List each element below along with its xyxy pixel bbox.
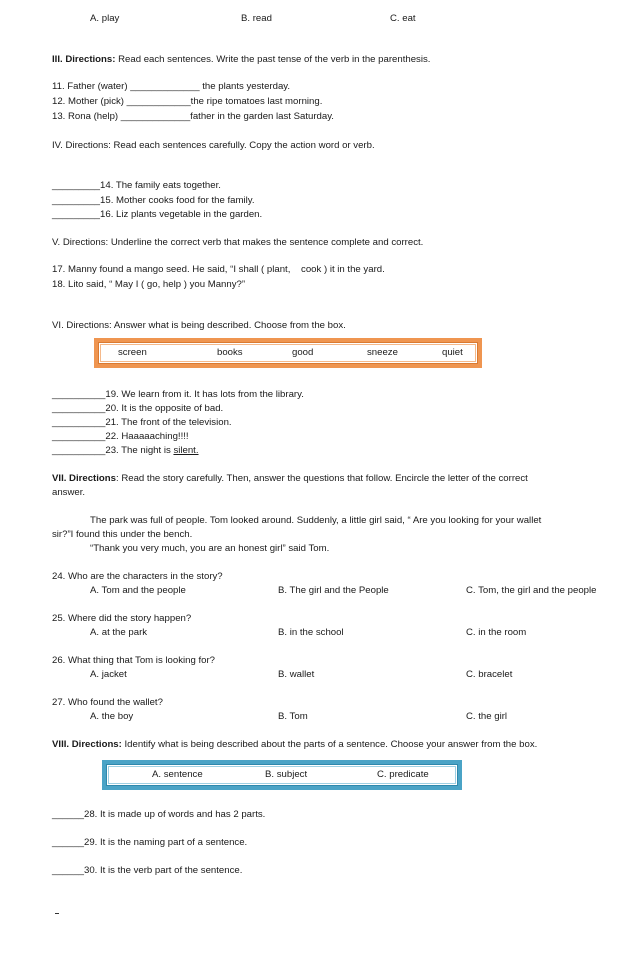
section-5-directions: V. Directions: Underline the correct verb that makes the sentence complete and correct. xyxy=(52,237,424,248)
story-line-2: sir?”I found this under the bench. xyxy=(52,529,193,540)
story-line-1: The park was full of people. Tom looked around. Suddenly, a little girl said, “ Are you looking for your wallet xyxy=(90,515,542,526)
item-20: __________20. It is the opposite of bad. xyxy=(52,403,224,414)
q26-choice-b: B. wallet xyxy=(278,669,315,680)
item-14: _________14. The family eats together. xyxy=(52,180,221,191)
q24-choice-b: B. The girl and the People xyxy=(278,585,389,596)
section-4-directions: IV. Directions: Read each sentences carefully. Copy the action word or verb. xyxy=(52,140,375,151)
top-option-a: A. play xyxy=(90,13,120,24)
box-word-good: good xyxy=(292,347,314,358)
item-28: ______28. It is made up of words and has 2 parts. xyxy=(52,809,266,820)
section-3-text: Read each sentences. Write the past tense of the verb in the parenthesis. xyxy=(115,54,431,65)
item-23-underlined: silent. xyxy=(173,445,199,456)
word-box-vi xyxy=(94,338,482,368)
box-choice-subject: B. subject xyxy=(265,769,308,780)
question-24: 24. Who are the characters in the story? xyxy=(52,571,223,582)
box-choice-predicate: C. predicate xyxy=(377,769,429,780)
question-25: 25. Where did the story happen? xyxy=(52,613,192,624)
item-15: _________15. Mother cooks food for the family. xyxy=(52,195,255,206)
item-13: 13. Rona (help) _____________father in the garden last Saturday. xyxy=(52,111,334,122)
item-30: ______30. It is the verb part of the sentence. xyxy=(52,865,243,876)
box-word-sneeze: sneeze xyxy=(367,347,398,358)
box-choice-sentence: A. sentence xyxy=(152,769,203,780)
q27-choice-a: A. the boy xyxy=(90,711,134,722)
item-11: 11. Father (water) _____________ the plants yesterday. xyxy=(52,81,291,92)
q25-choice-a: A. at the park xyxy=(90,627,148,638)
box-word-books: books xyxy=(217,347,243,358)
box-word-screen: screen xyxy=(118,347,147,358)
section-3-directions xyxy=(52,54,430,65)
q27-choice-b: B. Tom xyxy=(278,711,308,722)
item-22: __________22. Haaaaaching!!!! xyxy=(52,431,189,442)
q26-choice-a: A. jacket xyxy=(90,669,127,680)
q24-choice-a: A. Tom and the people xyxy=(90,585,186,596)
q26-choice-c: C. bracelet xyxy=(466,669,513,680)
top-option-b: B. read xyxy=(241,13,272,24)
top-option-c: C. eat xyxy=(390,13,416,24)
q25-choice-c: C. in the room xyxy=(466,627,527,638)
item-16: _________16. Liz plants vegetable in the garden. xyxy=(52,209,263,220)
item-18: 18. Lito said, “ May I ( go, help ) you Manny?” xyxy=(52,279,246,290)
box-word-quiet: quiet xyxy=(442,347,463,358)
q27-choice-c: C. the girl xyxy=(466,711,508,722)
section-8-text: Identify what is being described about the parts of a sentence. Choose your answer from the box. xyxy=(121,739,538,750)
section-8-directions xyxy=(52,739,537,750)
item-21: __________21. The front of the television. xyxy=(52,417,232,428)
q24-choice-c: C. Tom, the girl and the people xyxy=(466,585,597,596)
section-7-text: : Read the story carefully. Then, answer the questions that follow. Encircle the letter of the correct xyxy=(115,473,528,484)
item-17: 17. Manny found a mango seed. He said, “I shall ( plant, cook ) it in the yard. xyxy=(52,264,385,275)
item-23 xyxy=(52,445,199,456)
section-7-directions xyxy=(52,473,528,484)
section-3-label: III. Directions: xyxy=(52,54,116,65)
section-6-directions: VI. Directions: Answer what is being described. Choose from the box. xyxy=(52,320,346,331)
story-line-3: “Thank you very much, you are an honest girl” said Tom. xyxy=(90,543,330,554)
item-23-text: __________23. The night is xyxy=(52,445,174,456)
question-26: 26. What thing that Tom is looking for? xyxy=(52,655,216,666)
q25-choice-b: B. in the school xyxy=(278,627,344,638)
question-27: 27. Who found the wallet? xyxy=(52,697,163,708)
item-29: ______29. It is the naming part of a sentence. xyxy=(52,837,248,848)
item-12: 12. Mother (pick) ____________the ripe tomatoes last morning. xyxy=(52,96,323,107)
section-8-label: VIII. Directions: xyxy=(52,739,122,750)
section-7-text-cont: answer. xyxy=(52,487,86,498)
item-19: __________19. We learn from it. It has lots from the library. xyxy=(52,389,304,400)
footer-dash xyxy=(55,913,59,914)
section-7-label: VII. Directions xyxy=(52,473,116,484)
